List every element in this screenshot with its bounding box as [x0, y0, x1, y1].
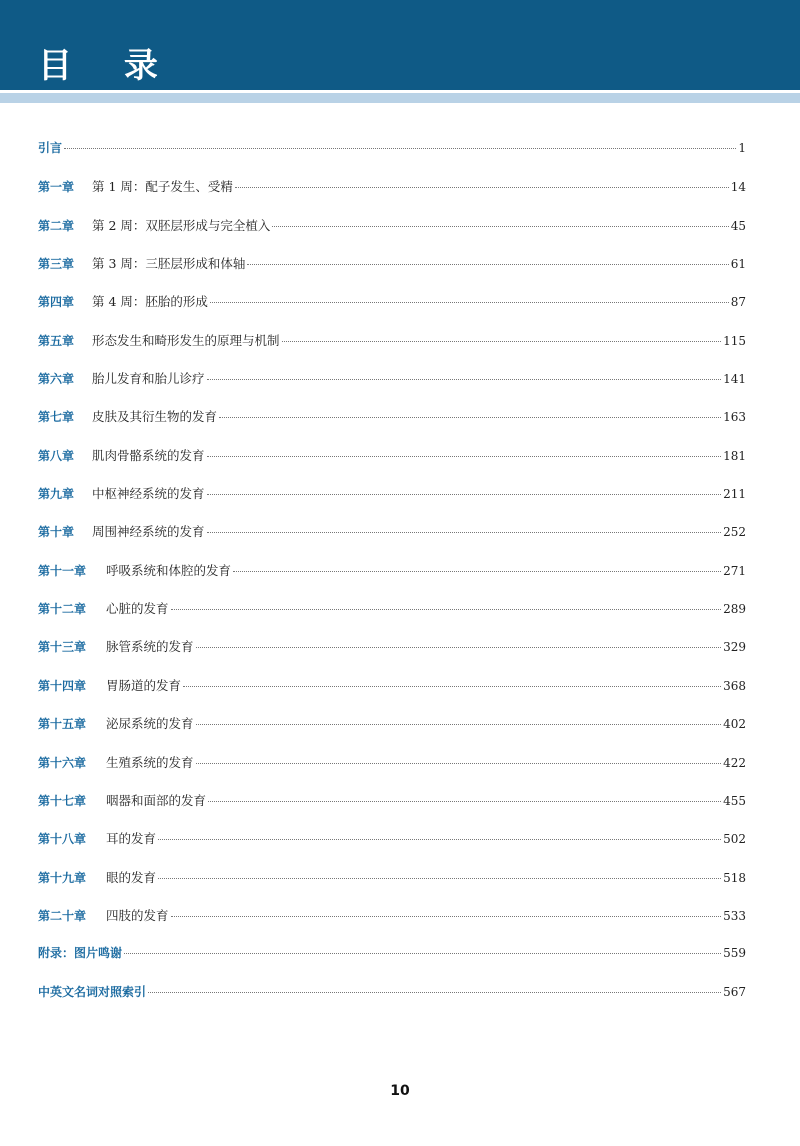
toc-leader-dots [196, 724, 722, 725]
toc-entry-title: 耳的发育 [106, 831, 157, 847]
toc-leader-dots [207, 494, 722, 495]
toc-leader-dots [196, 763, 722, 764]
toc-leader-dots [124, 953, 721, 954]
toc-entry-title: 胃肠道的发育 [106, 677, 182, 693]
toc-page-number: 402 [723, 717, 746, 732]
toc-entry-title: 第 2 周：双胚层形成与完全植入 [92, 217, 271, 233]
toc-leader-dots [272, 226, 728, 227]
toc-chapter-label: 第五章 [38, 333, 75, 348]
toc-chapter-label: 第四章 [38, 295, 75, 310]
toc-leader-dots [235, 187, 729, 188]
toc-chapter-label: 第六章 [38, 372, 75, 387]
toc-leader-dots [233, 571, 721, 572]
toc-entry[interactable] [38, 522, 746, 560]
toc-entry-title: 肌肉骨骼系统的发育 [92, 447, 205, 463]
toc-entry[interactable] [38, 983, 746, 1021]
toc-entry[interactable] [38, 714, 746, 752]
toc-entry[interactable] [38, 637, 746, 675]
toc-entry-title: 第 3 周：三胚层形成和体轴 [92, 256, 246, 272]
toc-entry[interactable] [38, 944, 746, 982]
toc-page-number: 61 [730, 257, 746, 272]
toc-entry[interactable] [38, 254, 746, 292]
toc-page-number: 271 [723, 563, 746, 578]
toc-entry[interactable] [38, 791, 746, 829]
toc-leader-dots [171, 916, 722, 917]
toc-entry-title: 咽器和面部的发育 [106, 792, 207, 808]
toc-chapter-label: 第一章 [38, 180, 75, 195]
toc-leader-dots [64, 148, 736, 149]
toc-page-number: 422 [723, 755, 746, 770]
toc-leader-dots [183, 686, 721, 687]
toc-chapter-label: 第十章 [38, 525, 75, 540]
toc-entry[interactable] [38, 177, 746, 215]
toc-page-number: 1 [738, 141, 746, 155]
toc-leader-dots [247, 264, 728, 265]
toc-chapter-label: 第二章 [38, 218, 75, 233]
toc-leader-dots [219, 417, 721, 418]
toc-chapter-label: 第九章 [38, 487, 75, 502]
toc-entry-title: 皮肤及其衍生物的发育 [92, 409, 218, 425]
toc-leader-dots [207, 532, 722, 533]
page-title: 目 录 [38, 46, 178, 86]
toc-page-number: 518 [723, 870, 746, 885]
toc-entry-title: 生殖系统的发育 [106, 754, 194, 770]
toc-chapter-label: 第三章 [38, 257, 75, 272]
toc-leader-dots [171, 609, 722, 610]
toc-chapter-label: 附录：图片鸣谢 [38, 946, 123, 961]
toc-entry[interactable] [38, 829, 746, 867]
toc-entry-title: 第 4 周：胚胎的形成 [92, 294, 208, 310]
toc-entry[interactable] [38, 561, 746, 599]
toc-chapter-label: 第十三章 [38, 640, 87, 655]
toc-page-number: 87 [730, 295, 746, 310]
toc-entry[interactable] [38, 216, 746, 254]
toc-entry-title: 周围神经系统的发育 [92, 524, 205, 540]
toc-entry[interactable] [38, 868, 746, 906]
toc-entry-title: 泌尿系统的发育 [106, 716, 194, 732]
toc-page-number: 533 [723, 908, 746, 923]
toc-entry-title: 眼的发育 [106, 869, 157, 885]
toc-entry[interactable] [38, 446, 746, 484]
toc-chapter-label: 第十五章 [38, 717, 87, 732]
toc-entry[interactable] [38, 292, 746, 330]
toc-leader-dots [208, 801, 721, 802]
toc-page-number: 455 [723, 793, 746, 808]
toc-page-number: 181 [723, 448, 746, 463]
toc-page-number: 211 [723, 487, 746, 502]
toc-page-number: 289 [723, 602, 746, 617]
toc-page-number: 163 [723, 410, 746, 425]
toc-page-number: 252 [723, 525, 746, 540]
toc-leader-dots [158, 839, 721, 840]
toc-entry-title: 胎儿发育和胎儿诊疗 [92, 371, 205, 387]
toc-entry-title: 形态发生和畸形发生的原理与机制 [92, 332, 280, 348]
toc-entry-title: 第 1 周：配子发生、受精 [92, 179, 233, 195]
toc-entry-title: 脉管系统的发育 [106, 639, 194, 655]
table-of-contents [38, 139, 746, 1021]
toc-chapter-label: 第八章 [38, 448, 75, 463]
toc-leader-dots [158, 878, 721, 879]
toc-entry-title: 中枢神经系统的发育 [92, 486, 205, 502]
toc-chapter-label: 中英文名词对照索引 [38, 984, 147, 999]
toc-page-number: 559 [723, 946, 746, 961]
header-accent-band [0, 93, 800, 103]
toc-leader-dots [207, 379, 722, 380]
toc-entry[interactable] [38, 369, 746, 407]
toc-leader-dots [210, 302, 729, 303]
toc-entry[interactable] [38, 906, 746, 944]
toc-entry-title: 呼吸系统和体腔的发育 [106, 562, 232, 578]
toc-chapter-label: 引言 [38, 141, 63, 155]
toc-entry-title: 心脏的发育 [106, 601, 169, 617]
toc-page-number: 329 [723, 640, 746, 655]
toc-chapter-label: 第十九章 [38, 870, 87, 885]
toc-chapter-label: 第二十章 [38, 908, 87, 923]
toc-leader-dots [196, 647, 722, 648]
toc-entry[interactable] [38, 484, 746, 522]
toc-page-number: 115 [723, 333, 746, 348]
toc-chapter-label: 第十七章 [38, 793, 87, 808]
toc-page-number: 368 [723, 678, 746, 693]
header-bar [0, 0, 800, 90]
toc-page-number: 141 [723, 372, 746, 387]
toc-page-number: 502 [723, 832, 746, 847]
toc-entry[interactable] [38, 676, 746, 714]
toc-entry-title: 四肢的发育 [106, 907, 169, 923]
toc-entry[interactable] [38, 407, 746, 445]
toc-leader-dots [282, 341, 722, 342]
toc-page-number: 45 [730, 218, 746, 233]
toc-chapter-label: 第十六章 [38, 755, 87, 770]
toc-chapter-label: 第十一章 [38, 563, 87, 578]
toc-chapter-label: 第十四章 [38, 678, 87, 693]
toc-leader-dots [207, 456, 722, 457]
toc-chapter-label: 第七章 [38, 410, 75, 425]
toc-page-number: 14 [730, 180, 746, 195]
toc-entry[interactable] [38, 331, 746, 369]
toc-chapter-label: 第十八章 [38, 832, 87, 847]
toc-entry[interactable] [38, 753, 746, 791]
toc-chapter-label: 第十二章 [38, 602, 87, 617]
page-number: 10 [390, 1083, 410, 1099]
toc-entry[interactable] [38, 599, 746, 637]
toc-leader-dots [148, 992, 721, 993]
toc-entry[interactable] [38, 139, 746, 177]
toc-page-number: 567 [723, 984, 746, 999]
